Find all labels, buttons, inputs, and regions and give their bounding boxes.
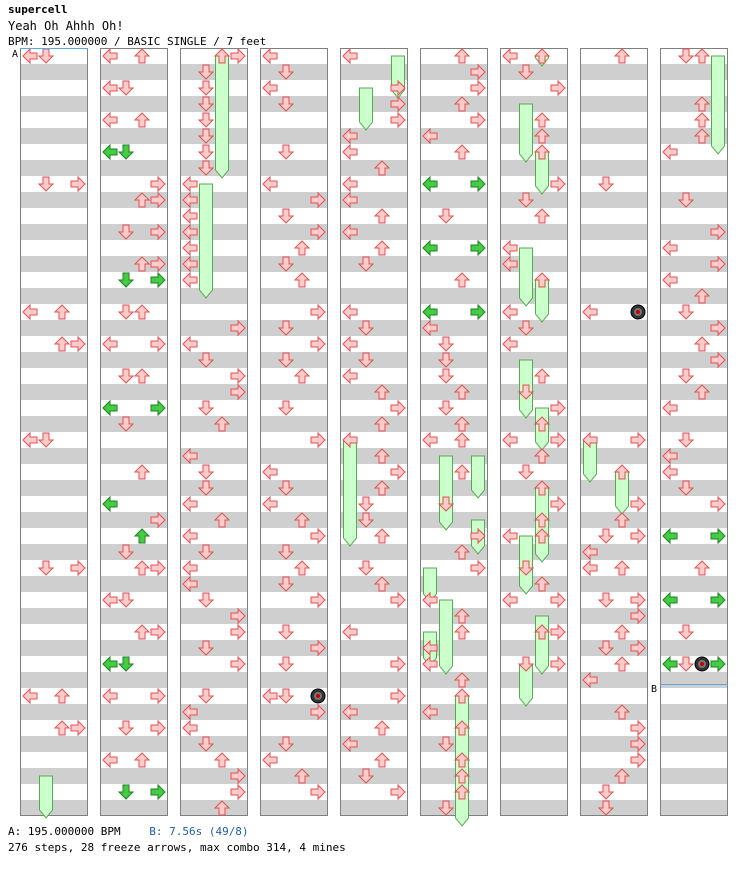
beat-stripe <box>500 576 568 592</box>
beat-stripe <box>180 96 248 112</box>
beat-stripe <box>660 704 728 720</box>
beat-stripe <box>580 192 648 208</box>
beat-stripe <box>660 544 728 560</box>
beat-stripe <box>580 224 648 240</box>
beat-stripe <box>20 768 88 784</box>
beat-stripe <box>500 128 568 144</box>
song-artist: supercell <box>8 3 68 16</box>
beat-stripe <box>500 448 568 464</box>
beat-stripe <box>100 480 168 496</box>
beat-stripe <box>20 416 88 432</box>
beat-stripe <box>420 736 488 752</box>
beat-stripe <box>100 640 168 656</box>
beat-stripe <box>660 640 728 656</box>
beat-stripe <box>500 64 568 80</box>
beat-stripe <box>260 256 328 272</box>
beat-stripe <box>420 224 488 240</box>
beat-stripe <box>500 544 568 560</box>
beat-stripe <box>100 576 168 592</box>
beat-stripe <box>420 192 488 208</box>
beat-stripe <box>500 800 568 816</box>
beat-stripe <box>20 576 88 592</box>
freeze-arrow <box>440 456 453 530</box>
beat-stripe <box>260 480 328 496</box>
beat-stripe <box>20 384 88 400</box>
beat-stripe <box>420 800 488 816</box>
footer-stats: 276 steps, 28 freeze arrows, max combo 314, 4 mines <box>8 841 346 854</box>
beat-stripe <box>180 352 248 368</box>
chart-column <box>500 48 568 816</box>
beat-stripe <box>580 256 648 272</box>
beat-stripe <box>260 768 328 784</box>
beat-stripe <box>100 96 168 112</box>
beat-stripe <box>420 384 488 400</box>
beat-stripe <box>500 768 568 784</box>
beat-stripe <box>100 352 168 368</box>
mine-center <box>316 694 320 698</box>
beat-stripe <box>260 320 328 336</box>
beat-stripe <box>660 160 728 176</box>
beat-stripe <box>580 768 648 784</box>
beat-stripe <box>420 96 488 112</box>
beat-stripe <box>500 224 568 240</box>
bpm-b-text: B: 7.56s (49/8) <box>149 825 249 838</box>
beat-stripe <box>100 320 168 336</box>
beat-stripe <box>580 320 648 336</box>
beat-stripe <box>500 640 568 656</box>
beat-stripe <box>260 800 328 816</box>
beat-stripe <box>180 160 248 176</box>
beat-stripe <box>340 576 408 592</box>
beat-stripe <box>20 96 88 112</box>
beat-stripe <box>580 512 648 528</box>
beat-stripe <box>660 800 728 816</box>
beat-stripe <box>260 160 328 176</box>
beat-stripe <box>100 704 168 720</box>
beat-stripe <box>340 768 408 784</box>
chart-info: BPM: 195.000000 / BASIC SINGLE / 7 feet <box>8 35 267 48</box>
beat-stripe <box>20 224 88 240</box>
beat-stripe <box>660 288 728 304</box>
bpm-a-text: A: 195.000000 BPM <box>8 825 121 838</box>
beat-stripe <box>100 544 168 560</box>
beat-stripe <box>500 352 568 368</box>
beat-stripe <box>340 352 408 368</box>
beat-stripe <box>20 480 88 496</box>
beat-stripe <box>20 736 88 752</box>
mine-center <box>636 310 640 314</box>
beat-stripe <box>180 64 248 80</box>
beat-stripe <box>420 768 488 784</box>
beat-stripe <box>100 160 168 176</box>
beat-stripe <box>260 448 328 464</box>
beat-stripe <box>500 192 568 208</box>
beat-stripe <box>180 416 248 432</box>
beat-stripe <box>660 672 728 688</box>
beat-stripe <box>180 800 248 816</box>
beat-stripe <box>420 416 488 432</box>
beat-stripe <box>100 288 168 304</box>
beat-stripe <box>260 352 328 368</box>
beat-stripe <box>20 160 88 176</box>
beat-stripe <box>260 608 328 624</box>
beat-stripe <box>580 64 648 80</box>
freeze-arrow <box>216 56 229 178</box>
beat-stripe <box>500 416 568 432</box>
beat-stripe <box>260 512 328 528</box>
beat-stripe <box>340 320 408 336</box>
beat-stripe <box>180 672 248 688</box>
beat-stripe <box>20 640 88 656</box>
beat-stripe <box>580 128 648 144</box>
beat-stripe <box>660 416 728 432</box>
beat-stripe <box>500 608 568 624</box>
beat-stripe <box>580 800 648 816</box>
marker-a-label: A <box>12 49 19 60</box>
beat-stripe <box>340 288 408 304</box>
beat-stripe <box>660 480 728 496</box>
beat-stripe <box>180 544 248 560</box>
beat-stripe <box>20 512 88 528</box>
beat-stripe <box>100 64 168 80</box>
beat-stripe <box>660 512 728 528</box>
beat-stripe <box>260 288 328 304</box>
beat-stripe <box>20 448 88 464</box>
beat-stripe <box>20 704 88 720</box>
freeze-arrow <box>344 440 357 546</box>
beat-stripe <box>100 128 168 144</box>
beat-stripe <box>340 672 408 688</box>
song-title: Yeah Oh Ahhh Oh! <box>8 19 124 33</box>
beat-stripe <box>20 352 88 368</box>
beat-stripe <box>420 672 488 688</box>
beat-stripe <box>420 608 488 624</box>
beat-stripe <box>660 608 728 624</box>
beat-stripe <box>260 128 328 144</box>
beat-stripe <box>580 384 648 400</box>
beat-stripe <box>580 704 648 720</box>
beat-stripe <box>100 416 168 432</box>
beat-stripe <box>260 384 328 400</box>
beat-stripe <box>660 576 728 592</box>
chart-column <box>180 48 248 816</box>
beat-stripe <box>20 256 88 272</box>
freeze-arrow <box>520 248 533 306</box>
beat-stripe <box>420 256 488 272</box>
beat-stripe <box>180 288 248 304</box>
beat-stripe <box>100 768 168 784</box>
beat-stripe <box>500 160 568 176</box>
beat-stripe <box>180 480 248 496</box>
footer-bpm <box>8 826 249 838</box>
freeze-arrow <box>360 88 373 130</box>
beat-stripe <box>260 736 328 752</box>
beat-stripe <box>260 576 328 592</box>
freeze-arrow <box>40 776 53 818</box>
beat-stripe <box>580 160 648 176</box>
beat-stripe <box>340 800 408 816</box>
beat-stripe <box>260 64 328 80</box>
beat-stripe <box>420 160 488 176</box>
beat-stripe <box>260 416 328 432</box>
beat-stripe <box>500 384 568 400</box>
beat-stripe <box>660 768 728 784</box>
freeze-arrow <box>200 184 213 298</box>
beat-stripe <box>340 416 408 432</box>
beat-stripe <box>500 736 568 752</box>
beat-stripe <box>500 480 568 496</box>
beat-stripe <box>340 640 408 656</box>
beat-stripe <box>580 576 648 592</box>
freeze-arrow <box>712 56 725 154</box>
beat-stripe <box>340 160 408 176</box>
freeze-arrow <box>520 104 533 162</box>
beat-stripe <box>100 736 168 752</box>
beat-stripe <box>580 288 648 304</box>
beat-stripe <box>580 96 648 112</box>
beat-stripe <box>500 512 568 528</box>
beat-stripe <box>660 384 728 400</box>
beat-stripe <box>20 64 88 80</box>
chart-column <box>580 48 648 816</box>
beat-stripe <box>100 448 168 464</box>
beat-stripe <box>100 384 168 400</box>
beat-stripe <box>500 320 568 336</box>
beat-stripe <box>180 512 248 528</box>
beat-stripe <box>20 320 88 336</box>
beat-stripe <box>580 352 648 368</box>
beat-stripe <box>100 608 168 624</box>
beat-stripe <box>100 800 168 816</box>
beat-stripe <box>100 672 168 688</box>
beat-stripe <box>660 736 728 752</box>
beat-stripe <box>340 256 408 272</box>
beat-stripe <box>500 288 568 304</box>
beat-stripe <box>500 96 568 112</box>
mine-center <box>700 662 704 666</box>
beat-stripe <box>660 192 728 208</box>
freeze-arrow <box>472 456 485 498</box>
beat-stripe <box>20 800 88 816</box>
beat-stripe <box>500 672 568 688</box>
beat-stripe <box>20 288 88 304</box>
beat-stripe <box>20 128 88 144</box>
chart-column <box>660 48 728 816</box>
beat-stripe <box>20 672 88 688</box>
marker-b-label: B <box>651 684 658 695</box>
beat-stripe <box>260 96 328 112</box>
beat-stripe <box>340 384 408 400</box>
beat-stripe <box>420 288 488 304</box>
beat-stripe <box>180 736 248 752</box>
beat-stripe <box>420 352 488 368</box>
chart-column <box>420 48 488 816</box>
beat-stripe <box>20 608 88 624</box>
chart-columns <box>20 48 728 816</box>
beat-stripe <box>340 608 408 624</box>
freeze-arrow <box>440 600 453 674</box>
beat-stripe <box>500 704 568 720</box>
beat-stripe <box>20 192 88 208</box>
beat-stripe <box>260 672 328 688</box>
beat-stripe <box>260 544 328 560</box>
beat-stripe <box>580 416 648 432</box>
beat-stripe <box>20 544 88 560</box>
beat-stripe <box>180 128 248 144</box>
beat-stripe <box>180 640 248 656</box>
